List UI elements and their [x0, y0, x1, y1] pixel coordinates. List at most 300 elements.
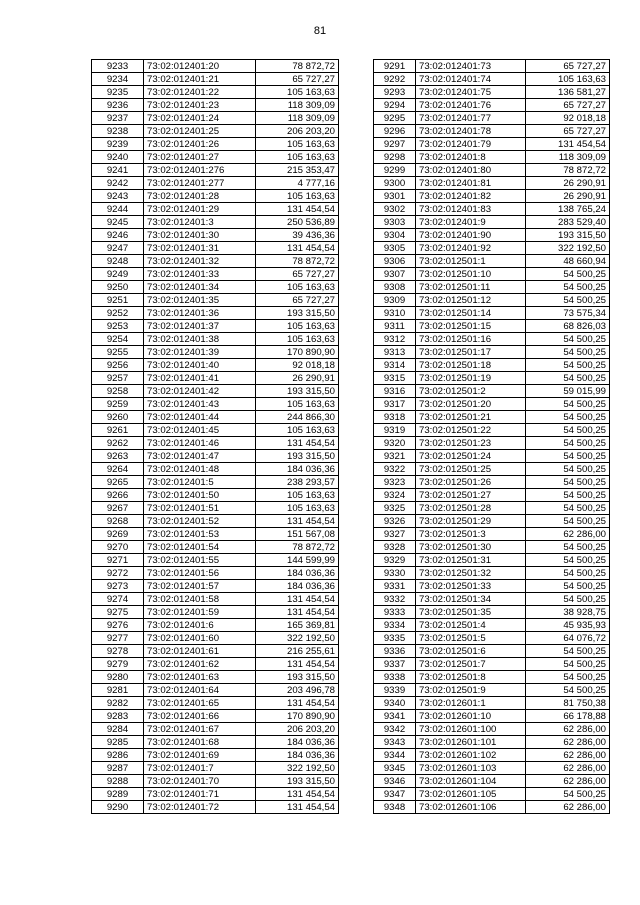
row-number-cell: 9280 [92, 671, 144, 684]
row-number-cell: 9253 [92, 320, 144, 333]
row-number-cell: 9332 [374, 593, 416, 606]
cadastral-number-cell: 73:02:012501:4 [416, 619, 526, 632]
row-number-cell: 9261 [92, 424, 144, 437]
cadastral-number-cell: 73:02:012401:9 [416, 216, 526, 229]
cadastral-number-cell: 73:02:012501:23 [416, 437, 526, 450]
cadastral-number-cell: 73:02:012401:45 [144, 424, 256, 437]
cadastral-number-cell: 73:02:012401:52 [144, 515, 256, 528]
value-cell: 39 436,36 [256, 229, 339, 242]
table-row [374, 268, 610, 281]
cadastral-number-cell: 73:02:012401:65 [144, 697, 256, 710]
row-number-cell: 9329 [374, 554, 416, 567]
value-cell: 131 454,54 [526, 138, 610, 151]
row-number-cell: 9277 [92, 632, 144, 645]
cadastral-number-cell: 73:02:012501:19 [416, 372, 526, 385]
cadastral-number-cell: 73:02:012401:6 [144, 619, 256, 632]
cadastral-number-cell: 73:02:012601:1 [416, 697, 526, 710]
value-cell: 131 454,54 [256, 788, 339, 801]
value-cell: 54 500,25 [526, 372, 610, 385]
cadastral-number-cell: 73:02:012401:3 [144, 216, 256, 229]
row-number-cell: 9305 [374, 242, 416, 255]
row-number-cell: 9337 [374, 658, 416, 671]
table-row [374, 749, 610, 762]
row-number-cell: 9324 [374, 489, 416, 502]
cadastral-number-cell: 73:02:012501:7 [416, 658, 526, 671]
value-cell: 54 500,25 [526, 658, 610, 671]
value-cell: 54 500,25 [526, 541, 610, 554]
table-row [92, 489, 339, 502]
cadastral-number-cell: 73:02:012501:33 [416, 580, 526, 593]
row-number-cell: 9264 [92, 463, 144, 476]
cadastral-number-cell: 73:02:012401:21 [144, 73, 256, 86]
cadastral-number-cell: 73:02:012401:32 [144, 255, 256, 268]
row-number-cell: 9266 [92, 489, 144, 502]
row-number-cell: 9293 [374, 86, 416, 99]
table-row [92, 476, 339, 489]
value-cell: 131 454,54 [256, 658, 339, 671]
row-number-cell: 9300 [374, 177, 416, 190]
row-number-cell: 9338 [374, 671, 416, 684]
row-number-cell: 9287 [92, 762, 144, 775]
row-number-cell: 9330 [374, 567, 416, 580]
value-cell: 193 315,50 [256, 775, 339, 788]
table-row [374, 684, 610, 697]
row-number-cell: 9298 [374, 151, 416, 164]
table-row [374, 580, 610, 593]
row-number-cell: 9276 [92, 619, 144, 632]
value-cell: 322 192,50 [256, 632, 339, 645]
cadastral-number-cell: 73:02:012401:74 [416, 73, 526, 86]
value-cell: 206 203,20 [256, 723, 339, 736]
cadastral-number-cell: 73:02:012401:30 [144, 229, 256, 242]
row-number-cell: 9254 [92, 333, 144, 346]
table-row [374, 60, 610, 73]
table-row [374, 567, 610, 580]
value-cell: 78 872,72 [526, 164, 610, 177]
cadastral-number-cell: 73:02:012601:106 [416, 801, 526, 814]
cadastral-number-cell: 73:02:012401:24 [144, 112, 256, 125]
row-number-cell: 9279 [92, 658, 144, 671]
cadastral-table-right [373, 59, 610, 814]
table-row [374, 593, 610, 606]
value-cell: 64 076,72 [526, 632, 610, 645]
table-row [374, 164, 610, 177]
table-row [374, 424, 610, 437]
table-row [92, 580, 339, 593]
value-cell: 206 203,20 [256, 125, 339, 138]
table-row [92, 164, 339, 177]
cadastral-number-cell: 73:02:012501:16 [416, 333, 526, 346]
value-cell: 54 500,25 [526, 333, 610, 346]
row-number-cell: 9243 [92, 190, 144, 203]
value-cell: 238 293,57 [256, 476, 339, 489]
cadastral-number-cell: 73:02:012401:28 [144, 190, 256, 203]
table-row [374, 671, 610, 684]
cadastral-number-cell: 73:02:012401:35 [144, 294, 256, 307]
value-cell: 165 369,81 [256, 619, 339, 632]
row-number-cell: 9283 [92, 710, 144, 723]
value-cell: 170 890,90 [256, 710, 339, 723]
cadastral-number-cell: 73:02:012401:77 [416, 112, 526, 125]
table-row [92, 151, 339, 164]
table-row [374, 177, 610, 190]
value-cell: 131 454,54 [256, 593, 339, 606]
row-number-cell: 9312 [374, 333, 416, 346]
table-row [92, 502, 339, 515]
row-number-cell: 9346 [374, 775, 416, 788]
value-cell: 54 500,25 [526, 502, 610, 515]
table-row [92, 203, 339, 216]
value-cell: 62 286,00 [526, 528, 610, 541]
value-cell: 131 454,54 [256, 242, 339, 255]
table-row [374, 216, 610, 229]
row-number-cell: 9320 [374, 437, 416, 450]
row-number-cell: 9267 [92, 502, 144, 515]
cadastral-number-cell: 73:02:012401:26 [144, 138, 256, 151]
cadastral-number-cell: 73:02:012601:101 [416, 736, 526, 749]
table-row [92, 554, 339, 567]
value-cell: 62 286,00 [526, 723, 610, 736]
cadastral-number-cell: 73:02:012601:10 [416, 710, 526, 723]
cadastral-number-cell: 73:02:012501:2 [416, 385, 526, 398]
row-number-cell: 9278 [92, 645, 144, 658]
table-row [92, 190, 339, 203]
row-number-cell: 9259 [92, 398, 144, 411]
cadastral-number-cell: 73:02:012401:66 [144, 710, 256, 723]
cadastral-number-cell: 73:02:012401:8 [416, 151, 526, 164]
row-number-cell: 9288 [92, 775, 144, 788]
row-number-cell: 9247 [92, 242, 144, 255]
cadastral-number-cell: 73:02:012501:31 [416, 554, 526, 567]
cadastral-number-cell: 73:02:012401:20 [144, 60, 256, 73]
cadastral-number-cell: 73:02:012501:32 [416, 567, 526, 580]
value-cell: 118 309,09 [256, 112, 339, 125]
value-cell: 184 036,36 [256, 736, 339, 749]
table-row [92, 671, 339, 684]
table-row [374, 411, 610, 424]
cadastral-number-cell: 73:02:012401:59 [144, 606, 256, 619]
row-number-cell: 9272 [92, 567, 144, 580]
row-number-cell: 9237 [92, 112, 144, 125]
row-number-cell: 9343 [374, 736, 416, 749]
row-number-cell: 9257 [92, 372, 144, 385]
row-number-cell: 9301 [374, 190, 416, 203]
table-row [374, 398, 610, 411]
cadastral-number-cell: 73:02:012501:29 [416, 515, 526, 528]
cadastral-number-cell: 73:02:012401:81 [416, 177, 526, 190]
table-row [374, 294, 610, 307]
table-row [92, 632, 339, 645]
row-number-cell: 9291 [374, 60, 416, 73]
cadastral-number-cell: 73:02:012401:58 [144, 593, 256, 606]
row-number-cell: 9234 [92, 73, 144, 86]
table-row [374, 73, 610, 86]
value-cell: 136 581,27 [526, 86, 610, 99]
table-row [374, 359, 610, 372]
cadastral-number-cell: 73:02:012401:27 [144, 151, 256, 164]
cadastral-number-cell: 73:02:012401:92 [416, 242, 526, 255]
row-number-cell: 9255 [92, 346, 144, 359]
cadastral-number-cell: 73:02:012401:33 [144, 268, 256, 281]
cadastral-number-cell: 73:02:012401:55 [144, 554, 256, 567]
row-number-cell: 9245 [92, 216, 144, 229]
row-number-cell: 9282 [92, 697, 144, 710]
cadastral-number-cell: 73:02:012601:100 [416, 723, 526, 736]
value-cell: 170 890,90 [256, 346, 339, 359]
row-number-cell: 9316 [374, 385, 416, 398]
row-number-cell: 9281 [92, 684, 144, 697]
table-row [92, 398, 339, 411]
value-cell: 73 575,34 [526, 307, 610, 320]
row-number-cell: 9296 [374, 125, 416, 138]
table-row [92, 710, 339, 723]
table-row [92, 437, 339, 450]
cadastral-number-cell: 73:02:012401:29 [144, 203, 256, 216]
cadastral-number-cell: 73:02:012601:103 [416, 762, 526, 775]
value-cell: 54 500,25 [526, 281, 610, 294]
table-row [374, 476, 610, 489]
value-cell: 54 500,25 [526, 346, 610, 359]
table-row [92, 723, 339, 736]
table-row [374, 86, 610, 99]
table-row [92, 99, 339, 112]
value-cell: 54 500,25 [526, 359, 610, 372]
table-row [374, 736, 610, 749]
table-row [374, 788, 610, 801]
table-row [374, 489, 610, 502]
table-row [92, 73, 339, 86]
cadastral-number-cell: 73:02:012401:75 [416, 86, 526, 99]
cadastral-number-cell: 73:02:012501:5 [416, 632, 526, 645]
cadastral-number-cell: 73:02:012401:79 [416, 138, 526, 151]
cadastral-number-cell: 73:02:012401:63 [144, 671, 256, 684]
table-row [92, 294, 339, 307]
table-row [374, 710, 610, 723]
value-cell: 54 500,25 [526, 788, 610, 801]
cadastral-number-cell: 73:02:012501:30 [416, 541, 526, 554]
table-row [374, 450, 610, 463]
table-row [374, 723, 610, 736]
table-row [92, 255, 339, 268]
cadastral-number-cell: 73:02:012401:40 [144, 359, 256, 372]
row-number-cell: 9313 [374, 346, 416, 359]
value-cell: 38 928,75 [526, 606, 610, 619]
cadastral-number-cell: 73:02:012401:67 [144, 723, 256, 736]
row-number-cell: 9233 [92, 60, 144, 73]
table-row [374, 658, 610, 671]
value-cell: 65 727,27 [256, 268, 339, 281]
cadastral-number-cell: 73:02:012401:44 [144, 411, 256, 424]
cadastral-number-cell: 73:02:012401:7 [144, 762, 256, 775]
row-number-cell: 9242 [92, 177, 144, 190]
cadastral-number-cell: 73:02:012401:76 [416, 99, 526, 112]
table-row [92, 450, 339, 463]
cadastral-number-cell: 73:02:012401:53 [144, 528, 256, 541]
row-number-cell: 9321 [374, 450, 416, 463]
row-number-cell: 9315 [374, 372, 416, 385]
table-row [374, 99, 610, 112]
value-cell: 322 192,50 [526, 242, 610, 255]
row-number-cell: 9334 [374, 619, 416, 632]
value-cell: 283 529,40 [526, 216, 610, 229]
cadastral-number-cell: 73:02:012501:35 [416, 606, 526, 619]
table-row [374, 125, 610, 138]
value-cell: 215 353,47 [256, 164, 339, 177]
cadastral-number-cell: 73:02:012401:42 [144, 385, 256, 398]
value-cell: 65 727,27 [526, 99, 610, 112]
row-number-cell: 9292 [374, 73, 416, 86]
cadastral-number-cell: 73:02:012401:46 [144, 437, 256, 450]
table-row [92, 762, 339, 775]
table-row [374, 151, 610, 164]
value-cell: 138 765,24 [526, 203, 610, 216]
table-row [92, 138, 339, 151]
cadastral-number-cell: 73:02:012401:41 [144, 372, 256, 385]
table-row [374, 138, 610, 151]
value-cell: 105 163,63 [256, 398, 339, 411]
table-row [374, 346, 610, 359]
value-cell: 62 286,00 [526, 762, 610, 775]
table-row [374, 437, 610, 450]
value-cell: 322 192,50 [256, 762, 339, 775]
cadastral-number-cell: 73:02:012601:105 [416, 788, 526, 801]
value-cell: 54 500,25 [526, 567, 610, 580]
row-number-cell: 9295 [374, 112, 416, 125]
table-row [374, 372, 610, 385]
table-row [374, 645, 610, 658]
row-number-cell: 9265 [92, 476, 144, 489]
cadastral-number-cell: 73:02:012401:50 [144, 489, 256, 502]
value-cell: 54 500,25 [526, 268, 610, 281]
row-number-cell: 9344 [374, 749, 416, 762]
table-row [374, 229, 610, 242]
row-number-cell: 9308 [374, 281, 416, 294]
cadastral-number-cell: 73:02:012401:37 [144, 320, 256, 333]
row-number-cell: 9306 [374, 255, 416, 268]
value-cell: 54 500,25 [526, 463, 610, 476]
cadastral-number-cell: 73:02:012401:276 [144, 164, 256, 177]
table-row [92, 320, 339, 333]
cadastral-number-cell: 73:02:012401:73 [416, 60, 526, 73]
row-number-cell: 9314 [374, 359, 416, 372]
cadastral-number-cell: 73:02:012401:78 [416, 125, 526, 138]
table-row [374, 255, 610, 268]
cadastral-number-cell: 73:02:012501:25 [416, 463, 526, 476]
row-number-cell: 9238 [92, 125, 144, 138]
table-row [92, 619, 339, 632]
cadastral-number-cell: 73:02:012501:9 [416, 684, 526, 697]
cadastral-number-cell: 73:02:012401:69 [144, 749, 256, 762]
row-number-cell: 9235 [92, 86, 144, 99]
value-cell: 151 567,08 [256, 528, 339, 541]
table-row [92, 775, 339, 788]
value-cell: 62 286,00 [526, 801, 610, 814]
row-number-cell: 9347 [374, 788, 416, 801]
value-cell: 59 015,99 [526, 385, 610, 398]
value-cell: 78 872,72 [256, 255, 339, 268]
table-row [92, 736, 339, 749]
value-cell: 184 036,36 [256, 463, 339, 476]
value-cell: 65 727,27 [526, 60, 610, 73]
value-cell: 65 727,27 [256, 294, 339, 307]
value-cell: 193 315,50 [526, 229, 610, 242]
cadastral-number-cell: 73:02:012501:11 [416, 281, 526, 294]
table-row [92, 281, 339, 294]
value-cell: 26 290,91 [526, 177, 610, 190]
row-number-cell: 9325 [374, 502, 416, 515]
value-cell: 105 163,63 [256, 190, 339, 203]
cadastral-number-cell: 73:02:012401:57 [144, 580, 256, 593]
row-number-cell: 9336 [374, 645, 416, 658]
table-row [92, 645, 339, 658]
value-cell: 131 454,54 [256, 203, 339, 216]
value-cell: 193 315,50 [256, 307, 339, 320]
row-number-cell: 9328 [374, 541, 416, 554]
value-cell: 244 866,30 [256, 411, 339, 424]
row-number-cell: 9339 [374, 684, 416, 697]
table-row [92, 307, 339, 320]
row-number-cell: 9327 [374, 528, 416, 541]
cadastral-number-cell: 73:02:012401:71 [144, 788, 256, 801]
cadastral-number-cell: 73:02:012501:18 [416, 359, 526, 372]
row-number-cell: 9348 [374, 801, 416, 814]
cadastral-number-cell: 73:02:012501:20 [416, 398, 526, 411]
cadastral-number-cell: 73:02:012501:6 [416, 645, 526, 658]
cadastral-number-cell: 73:02:012401:36 [144, 307, 256, 320]
table-row [92, 112, 339, 125]
table-row [92, 528, 339, 541]
cadastral-number-cell: 73:02:012501:15 [416, 320, 526, 333]
row-number-cell: 9275 [92, 606, 144, 619]
value-cell: 105 163,63 [256, 489, 339, 502]
table-row [374, 515, 610, 528]
value-cell: 26 290,91 [256, 372, 339, 385]
value-cell: 62 286,00 [526, 736, 610, 749]
row-number-cell: 9236 [92, 99, 144, 112]
table-row [92, 333, 339, 346]
row-number-cell: 9240 [92, 151, 144, 164]
value-cell: 193 315,50 [256, 385, 339, 398]
row-number-cell: 9268 [92, 515, 144, 528]
row-number-cell: 9318 [374, 411, 416, 424]
table-row [92, 801, 339, 814]
row-number-cell: 9304 [374, 229, 416, 242]
value-cell: 54 500,25 [526, 424, 610, 437]
value-cell: 105 163,63 [256, 151, 339, 164]
table-row [92, 216, 339, 229]
value-cell: 65 727,27 [256, 73, 339, 86]
value-cell: 203 496,78 [256, 684, 339, 697]
value-cell: 105 163,63 [256, 138, 339, 151]
cadastral-number-cell: 73:02:012401:43 [144, 398, 256, 411]
cadastral-number-cell: 73:02:012501:34 [416, 593, 526, 606]
row-number-cell: 9299 [374, 164, 416, 177]
cadastral-number-cell: 73:02:012401:54 [144, 541, 256, 554]
value-cell: 193 315,50 [256, 671, 339, 684]
cadastral-number-cell: 73:02:012401:47 [144, 450, 256, 463]
table-row [92, 359, 339, 372]
row-number-cell: 9286 [92, 749, 144, 762]
table-row [374, 528, 610, 541]
cadastral-number-cell: 73:02:012401:70 [144, 775, 256, 788]
value-cell: 62 286,00 [526, 775, 610, 788]
row-number-cell: 9256 [92, 359, 144, 372]
table-row [92, 749, 339, 762]
row-number-cell: 9319 [374, 424, 416, 437]
value-cell: 48 660,94 [526, 255, 610, 268]
cadastral-number-cell: 73:02:012401:72 [144, 801, 256, 814]
table-row [374, 242, 610, 255]
